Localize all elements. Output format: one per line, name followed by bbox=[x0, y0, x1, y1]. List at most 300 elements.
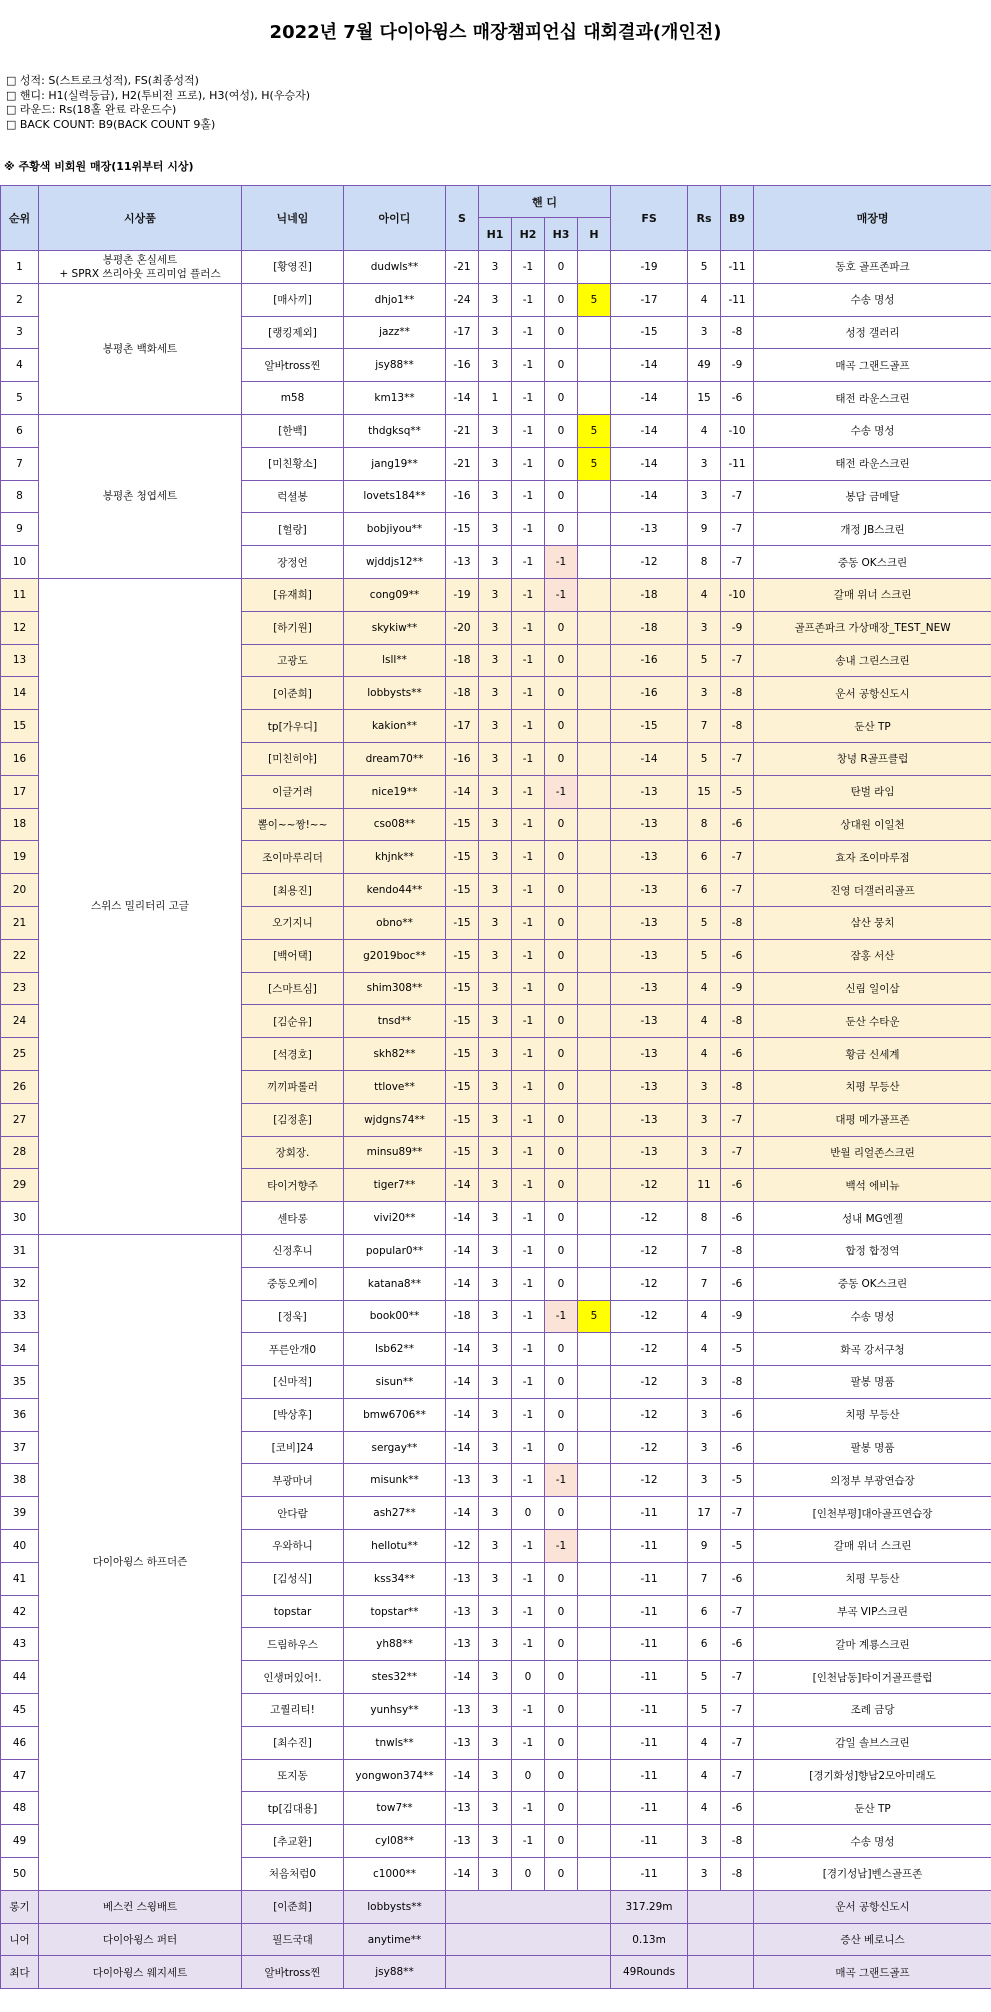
rounds-cell: 15 bbox=[688, 775, 721, 808]
rounds-cell: 5 bbox=[688, 939, 721, 972]
backcount-cell: -10 bbox=[721, 414, 754, 447]
backcount-cell: -7 bbox=[721, 841, 754, 874]
rounds-cell: 11 bbox=[688, 1169, 721, 1202]
h3-cell: 0 bbox=[545, 283, 578, 316]
award-id: anytime** bbox=[344, 1923, 446, 1956]
nickname-cell: [한백] bbox=[242, 414, 344, 447]
h2-cell: -1 bbox=[512, 939, 545, 972]
rank-cell: 46 bbox=[1, 1726, 39, 1759]
h2-cell: -1 bbox=[512, 1562, 545, 1595]
rounds-cell: 7 bbox=[688, 710, 721, 743]
score-cell: -18 bbox=[446, 677, 479, 710]
store-cell: 운서 공항신도시 bbox=[754, 677, 991, 710]
store-cell: 둔산 TP bbox=[754, 1792, 991, 1825]
nickname-cell: [미친황소] bbox=[242, 447, 344, 480]
h-cell bbox=[578, 513, 611, 546]
h3-cell: 0 bbox=[545, 1202, 578, 1235]
final-score-cell: -15 bbox=[611, 316, 688, 349]
header-h3: H3 bbox=[545, 218, 578, 251]
h2-cell: -1 bbox=[512, 972, 545, 1005]
final-score-cell: -12 bbox=[611, 1398, 688, 1431]
h3-cell: 0 bbox=[545, 1103, 578, 1136]
h-cell bbox=[578, 1726, 611, 1759]
rounds-cell: 4 bbox=[688, 1300, 721, 1333]
score-cell: -15 bbox=[446, 1005, 479, 1038]
score-cell: -13 bbox=[446, 546, 479, 579]
h2-cell: -1 bbox=[512, 1595, 545, 1628]
h1-cell: 3 bbox=[479, 808, 512, 841]
backcount-cell: -5 bbox=[721, 1530, 754, 1563]
h-cell bbox=[578, 1169, 611, 1202]
id-cell: dream70** bbox=[344, 742, 446, 775]
award-empty bbox=[688, 1956, 754, 1989]
rank-cell: 44 bbox=[1, 1661, 39, 1694]
store-cell: 성내 MG엔젤 bbox=[754, 1202, 991, 1235]
h1-cell: 3 bbox=[479, 1595, 512, 1628]
rank-cell: 33 bbox=[1, 1300, 39, 1333]
rounds-cell: 4 bbox=[688, 1038, 721, 1071]
score-cell: -14 bbox=[446, 1169, 479, 1202]
h3-cell: 0 bbox=[545, 841, 578, 874]
id-cell: g2019boc** bbox=[344, 939, 446, 972]
nickname-cell: [김순유] bbox=[242, 1005, 344, 1038]
h-cell bbox=[578, 1792, 611, 1825]
h2-cell: -1 bbox=[512, 710, 545, 743]
score-cell: -13 bbox=[446, 1694, 479, 1727]
rounds-cell: 3 bbox=[688, 1103, 721, 1136]
prize-cell: 다이아윙스 하프더즌 bbox=[39, 1234, 242, 1890]
final-score-cell: -18 bbox=[611, 578, 688, 611]
id-cell: tnsd** bbox=[344, 1005, 446, 1038]
id-cell: bmw6706** bbox=[344, 1398, 446, 1431]
store-cell: 상대원 이일천 bbox=[754, 808, 991, 841]
nickname-cell: [헐랑] bbox=[242, 513, 344, 546]
backcount-cell: -6 bbox=[721, 1431, 754, 1464]
score-cell: -15 bbox=[446, 841, 479, 874]
store-cell: 창녕 R골프클럽 bbox=[754, 742, 991, 775]
rounds-cell: 3 bbox=[688, 1858, 721, 1891]
score-cell: -13 bbox=[446, 1562, 479, 1595]
nickname-cell: [석경호] bbox=[242, 1038, 344, 1071]
rounds-cell: 8 bbox=[688, 546, 721, 579]
nickname-cell: 인생머있어!. bbox=[242, 1661, 344, 1694]
prize-cell: 스위스 밀리터리 고글 bbox=[39, 578, 242, 1234]
id-cell: yunhsy** bbox=[344, 1694, 446, 1727]
backcount-cell: -10 bbox=[721, 578, 754, 611]
rounds-cell: 6 bbox=[688, 874, 721, 907]
h-cell bbox=[578, 578, 611, 611]
special-award-row bbox=[1, 1923, 991, 1956]
rank-cell: 19 bbox=[1, 841, 39, 874]
nickname-cell: 오기지니 bbox=[242, 906, 344, 939]
h-cell bbox=[578, 710, 611, 743]
header-prize: 시상품 bbox=[39, 186, 242, 251]
final-score-cell: -19 bbox=[611, 251, 688, 284]
store-cell: 수송 명성 bbox=[754, 1300, 991, 1333]
score-cell: -14 bbox=[446, 775, 479, 808]
h2-cell: -1 bbox=[512, 874, 545, 907]
backcount-cell: -5 bbox=[721, 775, 754, 808]
h2-cell: -1 bbox=[512, 1792, 545, 1825]
store-cell: 진영 더갤러리골프 bbox=[754, 874, 991, 907]
h2-cell: -1 bbox=[512, 1431, 545, 1464]
store-cell: 대평 메가골프존 bbox=[754, 1103, 991, 1136]
h2-cell: -1 bbox=[512, 1202, 545, 1235]
h1-cell: 3 bbox=[479, 1858, 512, 1891]
rounds-cell: 3 bbox=[688, 1398, 721, 1431]
rounds-cell: 3 bbox=[688, 1464, 721, 1497]
store-cell: 태전 라운스크린 bbox=[754, 447, 991, 480]
final-score-cell: -11 bbox=[611, 1694, 688, 1727]
header-rank: 순위 bbox=[1, 186, 39, 251]
final-score-cell: -14 bbox=[611, 414, 688, 447]
rounds-cell: 7 bbox=[688, 1267, 721, 1300]
score-cell: -15 bbox=[446, 939, 479, 972]
id-cell: lobbysts** bbox=[344, 677, 446, 710]
table-row bbox=[1, 283, 991, 316]
special-award-row bbox=[1, 1956, 991, 1989]
nickname-cell: [황영진] bbox=[242, 251, 344, 284]
h2-cell: -1 bbox=[512, 1300, 545, 1333]
h1-cell: 3 bbox=[479, 742, 512, 775]
backcount-cell: -11 bbox=[721, 447, 754, 480]
nickname-cell: 뽈이~~짱!~~ bbox=[242, 808, 344, 841]
score-cell: -14 bbox=[446, 1366, 479, 1399]
h-cell bbox=[578, 1562, 611, 1595]
id-cell: c1000** bbox=[344, 1858, 446, 1891]
store-cell: 합정 합정역 bbox=[754, 1234, 991, 1267]
h-cell bbox=[578, 1136, 611, 1169]
score-cell: -24 bbox=[446, 283, 479, 316]
id-cell: nice19** bbox=[344, 775, 446, 808]
nickname-cell: 럭셜봉 bbox=[242, 480, 344, 513]
h3-cell: 0 bbox=[545, 972, 578, 1005]
final-score-cell: -11 bbox=[611, 1825, 688, 1858]
score-cell: -16 bbox=[446, 349, 479, 382]
id-cell: dhjo1** bbox=[344, 283, 446, 316]
score-cell: -21 bbox=[446, 251, 479, 284]
backcount-cell: -7 bbox=[721, 1759, 754, 1792]
score-cell: -13 bbox=[446, 1464, 479, 1497]
h3-cell: 0 bbox=[545, 1366, 578, 1399]
rank-cell: 7 bbox=[1, 447, 39, 480]
score-cell: -14 bbox=[446, 1858, 479, 1891]
rounds-cell: 3 bbox=[688, 447, 721, 480]
h1-cell: 3 bbox=[479, 1497, 512, 1530]
id-cell: topstar** bbox=[344, 1595, 446, 1628]
id-cell: lovets184** bbox=[344, 480, 446, 513]
final-score-cell: -17 bbox=[611, 283, 688, 316]
h3-cell: 0 bbox=[545, 710, 578, 743]
h3-cell: 0 bbox=[545, 1333, 578, 1366]
final-score-cell: -11 bbox=[611, 1726, 688, 1759]
rounds-cell: 5 bbox=[688, 251, 721, 284]
h1-cell: 3 bbox=[479, 1694, 512, 1727]
store-cell: 의정부 부광연습장 bbox=[754, 1464, 991, 1497]
backcount-cell: -7 bbox=[721, 1595, 754, 1628]
award-value: 49Rounds bbox=[611, 1956, 688, 1989]
score-cell: -12 bbox=[446, 1530, 479, 1563]
final-score-cell: -13 bbox=[611, 808, 688, 841]
id-cell: cso08** bbox=[344, 808, 446, 841]
h2-cell: -1 bbox=[512, 447, 545, 480]
h-cell: 5 bbox=[578, 1300, 611, 1333]
rank-cell: 21 bbox=[1, 906, 39, 939]
h3-cell: 0 bbox=[545, 1825, 578, 1858]
h-cell bbox=[578, 1267, 611, 1300]
h2-cell: -1 bbox=[512, 1726, 545, 1759]
award-empty bbox=[688, 1890, 754, 1923]
id-cell: bobjiyou** bbox=[344, 513, 446, 546]
rounds-cell: 3 bbox=[688, 1366, 721, 1399]
id-cell: kakion** bbox=[344, 710, 446, 743]
h3-cell: -1 bbox=[545, 1464, 578, 1497]
h-cell bbox=[578, 382, 611, 415]
rank-cell: 10 bbox=[1, 546, 39, 579]
rounds-cell: 3 bbox=[688, 1431, 721, 1464]
h-cell: 5 bbox=[578, 414, 611, 447]
h1-cell: 3 bbox=[479, 1726, 512, 1759]
h3-cell: 0 bbox=[545, 1759, 578, 1792]
nickname-cell: m58 bbox=[242, 382, 344, 415]
rank-cell: 25 bbox=[1, 1038, 39, 1071]
h3-cell: 0 bbox=[545, 906, 578, 939]
award-empty bbox=[688, 1923, 754, 1956]
h2-cell: -1 bbox=[512, 414, 545, 447]
score-cell: -21 bbox=[446, 414, 479, 447]
rounds-cell: 3 bbox=[688, 316, 721, 349]
h2-cell: 0 bbox=[512, 1497, 545, 1530]
h3-cell: 0 bbox=[545, 1792, 578, 1825]
store-cell: 치평 무등산 bbox=[754, 1562, 991, 1595]
final-score-cell: -13 bbox=[611, 1038, 688, 1071]
nickname-cell: 고광도 bbox=[242, 644, 344, 677]
store-cell: [경기성남]벤스골프존 bbox=[754, 1858, 991, 1891]
id-cell: hellotu** bbox=[344, 1530, 446, 1563]
final-score-cell: -14 bbox=[611, 349, 688, 382]
backcount-cell: -7 bbox=[721, 874, 754, 907]
final-score-cell: -12 bbox=[611, 1333, 688, 1366]
h1-cell: 3 bbox=[479, 1333, 512, 1366]
final-score-cell: -11 bbox=[611, 1562, 688, 1595]
header-handicap: 핸 디 bbox=[479, 186, 611, 218]
h1-cell: 3 bbox=[479, 1661, 512, 1694]
id-cell: sergay** bbox=[344, 1431, 446, 1464]
rounds-cell: 4 bbox=[688, 1726, 721, 1759]
nickname-cell: 이글거려 bbox=[242, 775, 344, 808]
rank-cell: 12 bbox=[1, 611, 39, 644]
backcount-cell: -8 bbox=[721, 906, 754, 939]
nickname-cell: 드림하우스 bbox=[242, 1628, 344, 1661]
h1-cell: 3 bbox=[479, 1300, 512, 1333]
h-cell bbox=[578, 841, 611, 874]
final-score-cell: -13 bbox=[611, 874, 688, 907]
h3-cell: 0 bbox=[545, 644, 578, 677]
award-nickname: 알바tross찐 bbox=[242, 1956, 344, 1989]
h2-cell: 0 bbox=[512, 1858, 545, 1891]
rank-cell: 8 bbox=[1, 480, 39, 513]
id-cell: tow7** bbox=[344, 1792, 446, 1825]
rank-cell: 3 bbox=[1, 316, 39, 349]
h2-cell: -1 bbox=[512, 906, 545, 939]
score-cell: -15 bbox=[446, 874, 479, 907]
table-row bbox=[1, 251, 991, 284]
id-cell: jsy88** bbox=[344, 349, 446, 382]
h2-cell: -1 bbox=[512, 578, 545, 611]
nickname-cell: 센타롱 bbox=[242, 1202, 344, 1235]
final-score-cell: -12 bbox=[611, 1267, 688, 1300]
page-title: 2022년 7월 다이아윙스 매장챔피언십 대회결과(개인전) bbox=[269, 22, 722, 43]
h2-cell: -1 bbox=[512, 1333, 545, 1366]
score-cell: -14 bbox=[446, 1234, 479, 1267]
h1-cell: 3 bbox=[479, 1169, 512, 1202]
final-score-cell: -11 bbox=[611, 1792, 688, 1825]
nickname-cell: [추교환] bbox=[242, 1825, 344, 1858]
final-score-cell: -14 bbox=[611, 742, 688, 775]
store-cell: 효자 조이마루점 bbox=[754, 841, 991, 874]
backcount-cell: -7 bbox=[721, 644, 754, 677]
final-score-cell: -14 bbox=[611, 480, 688, 513]
h-cell bbox=[578, 1694, 611, 1727]
rank-cell: 26 bbox=[1, 1070, 39, 1103]
h3-cell: 0 bbox=[545, 1694, 578, 1727]
header-h: H bbox=[578, 218, 611, 251]
rank-cell: 11 bbox=[1, 578, 39, 611]
rounds-cell: 3 bbox=[688, 677, 721, 710]
final-score-cell: -13 bbox=[611, 775, 688, 808]
h3-cell: 0 bbox=[545, 349, 578, 382]
score-cell: -14 bbox=[446, 1661, 479, 1694]
backcount-cell: -6 bbox=[721, 1562, 754, 1595]
h3-cell: 0 bbox=[545, 1661, 578, 1694]
score-cell: -17 bbox=[446, 710, 479, 743]
final-score-cell: -12 bbox=[611, 1234, 688, 1267]
id-cell: khjnk** bbox=[344, 841, 446, 874]
backcount-cell: -11 bbox=[721, 251, 754, 284]
h-cell bbox=[578, 1858, 611, 1891]
rank-cell: 29 bbox=[1, 1169, 39, 1202]
final-score-cell: -12 bbox=[611, 1169, 688, 1202]
nickname-cell: [이준희] bbox=[242, 677, 344, 710]
store-cell: 수송 명성 bbox=[754, 283, 991, 316]
store-cell: 수송 명성 bbox=[754, 414, 991, 447]
h1-cell: 3 bbox=[479, 1136, 512, 1169]
h3-cell: 0 bbox=[545, 1595, 578, 1628]
rank-cell: 14 bbox=[1, 677, 39, 710]
h1-cell: 3 bbox=[479, 972, 512, 1005]
h2-cell: 0 bbox=[512, 1759, 545, 1792]
legend-backcount: □ BACK COUNT: B9(BACK COUNT 9홀) bbox=[6, 117, 216, 131]
h3-cell: 0 bbox=[545, 1858, 578, 1891]
h1-cell: 3 bbox=[479, 480, 512, 513]
score-cell: -13 bbox=[446, 1792, 479, 1825]
score-cell: -16 bbox=[446, 742, 479, 775]
h3-cell: 0 bbox=[545, 414, 578, 447]
nickname-cell: [신마적] bbox=[242, 1366, 344, 1399]
rounds-cell: 7 bbox=[688, 1562, 721, 1595]
backcount-cell: -5 bbox=[721, 1333, 754, 1366]
final-score-cell: -12 bbox=[611, 1300, 688, 1333]
h2-cell: -1 bbox=[512, 775, 545, 808]
header-store: 매장명 bbox=[754, 186, 991, 251]
final-score-cell: -13 bbox=[611, 1070, 688, 1103]
nickname-cell: [최용진] bbox=[242, 874, 344, 907]
h1-cell: 3 bbox=[479, 1366, 512, 1399]
header-fs: FS bbox=[611, 186, 688, 251]
store-cell: 부곡 VIP스크린 bbox=[754, 1595, 991, 1628]
h1-cell: 3 bbox=[479, 283, 512, 316]
rounds-cell: 4 bbox=[688, 1792, 721, 1825]
score-cell: -17 bbox=[446, 316, 479, 349]
header-h1: H1 bbox=[479, 218, 512, 251]
h2-cell: -1 bbox=[512, 480, 545, 513]
h1-cell: 3 bbox=[479, 1562, 512, 1595]
h2-cell: -1 bbox=[512, 283, 545, 316]
h1-cell: 3 bbox=[479, 906, 512, 939]
nickname-cell: 장정언 bbox=[242, 546, 344, 579]
score-cell: -15 bbox=[446, 513, 479, 546]
award-prize: 베스컨 스윙배트 bbox=[39, 1890, 242, 1923]
award-empty bbox=[446, 1956, 611, 1989]
h-cell bbox=[578, 251, 611, 284]
score-cell: -14 bbox=[446, 1431, 479, 1464]
store-cell: 태전 라운스크린 bbox=[754, 382, 991, 415]
h2-cell: -1 bbox=[512, 1005, 545, 1038]
h1-cell: 3 bbox=[479, 1202, 512, 1235]
h2-cell: -1 bbox=[512, 1628, 545, 1661]
nickname-cell: 알바tross찐 bbox=[242, 349, 344, 382]
backcount-cell: -7 bbox=[721, 1497, 754, 1530]
store-cell: 반월 리얼존스크린 bbox=[754, 1136, 991, 1169]
rank-cell: 32 bbox=[1, 1267, 39, 1300]
rank-cell: 23 bbox=[1, 972, 39, 1005]
h2-cell: -1 bbox=[512, 1530, 545, 1563]
rounds-cell: 4 bbox=[688, 578, 721, 611]
h-cell: 5 bbox=[578, 447, 611, 480]
id-cell: shim308** bbox=[344, 972, 446, 1005]
id-cell: katana8** bbox=[344, 1267, 446, 1300]
score-cell: -14 bbox=[446, 1497, 479, 1530]
score-cell: -13 bbox=[446, 1595, 479, 1628]
rounds-cell: 5 bbox=[688, 1694, 721, 1727]
h3-cell: 0 bbox=[545, 939, 578, 972]
backcount-cell: -7 bbox=[721, 1726, 754, 1759]
rounds-cell: 3 bbox=[688, 480, 721, 513]
h1-cell: 3 bbox=[479, 939, 512, 972]
store-cell: 조례 금당 bbox=[754, 1694, 991, 1727]
h2-cell: -1 bbox=[512, 1366, 545, 1399]
award-value: 317.29m bbox=[611, 1890, 688, 1923]
award-store: 운서 공항신도시 bbox=[754, 1890, 991, 1923]
store-cell: 개정 JB스크린 bbox=[754, 513, 991, 546]
backcount-cell: -8 bbox=[721, 1070, 754, 1103]
h-cell bbox=[578, 316, 611, 349]
final-score-cell: -11 bbox=[611, 1661, 688, 1694]
h-cell bbox=[578, 939, 611, 972]
prize-cell: 봉평촌 혼실세트 + SPRX 쓰리아웃 프리미엄 플러스 bbox=[39, 251, 242, 284]
rounds-cell: 4 bbox=[688, 1333, 721, 1366]
h-cell bbox=[578, 1202, 611, 1235]
nickname-cell: [코비]24 bbox=[242, 1431, 344, 1464]
h1-cell: 3 bbox=[479, 1431, 512, 1464]
legend-notes bbox=[6, 74, 310, 132]
header-rs: Rs bbox=[688, 186, 721, 251]
rank-cell: 15 bbox=[1, 710, 39, 743]
backcount-cell: -6 bbox=[721, 1202, 754, 1235]
h2-cell: -1 bbox=[512, 1070, 545, 1103]
h3-cell: 0 bbox=[545, 1267, 578, 1300]
final-score-cell: -15 bbox=[611, 710, 688, 743]
